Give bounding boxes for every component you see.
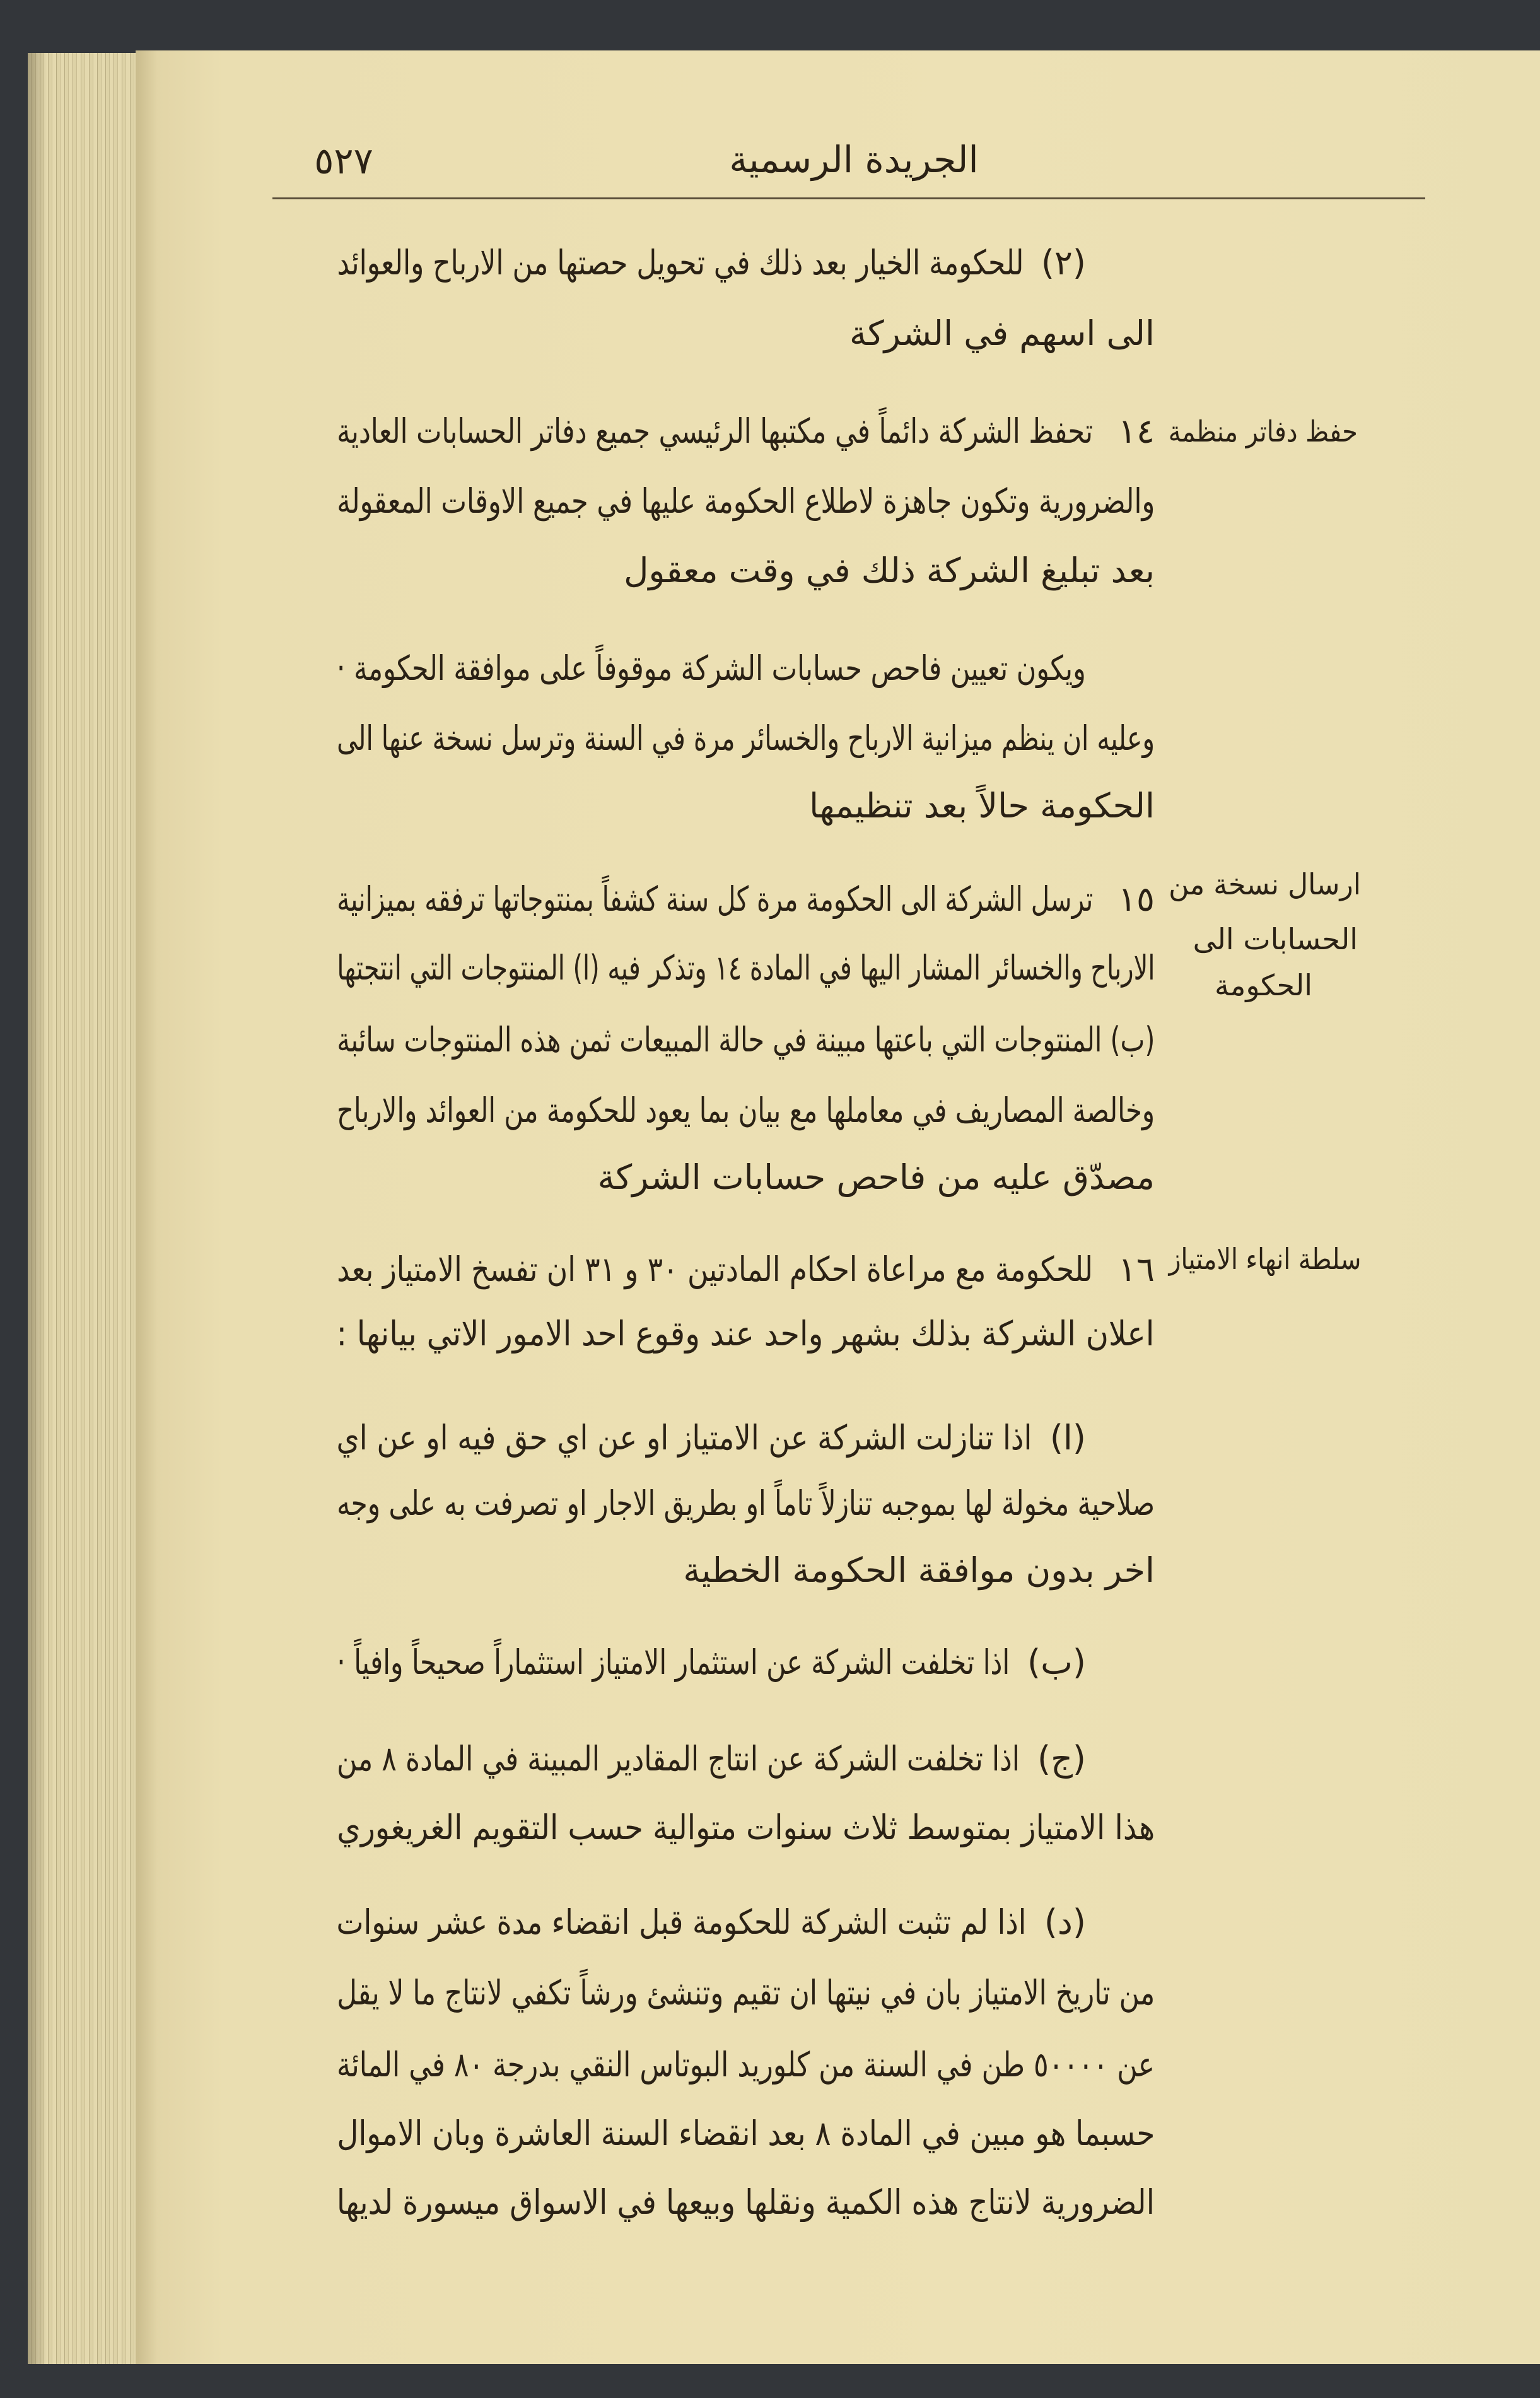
line-box — [337, 228, 1024, 298]
line-text: عن ٥٠٠٠٠ طن في السنة من كلوريد البوتاس النقي بدرجة ٨٠ في المائة — [337, 2045, 1155, 2085]
article-number: ١٦ — [1117, 1249, 1155, 1289]
line-box — [337, 1005, 1155, 1075]
clause-marker: (د) — [1044, 1902, 1086, 1942]
text-line — [337, 1234, 1155, 1304]
line-text: اذا لم تثبت الشركة للحكومة قبل انقضاء مدة عشر سنوات — [336, 1902, 1027, 1942]
line-text: ترسل الشركة الى الحكومة مرة كل سنة كشفاً بمنتوجاتها ترفقه بميزانية — [336, 879, 1093, 919]
margin-note-line — [1169, 914, 1358, 964]
line-box — [337, 2030, 1155, 2100]
line-box — [337, 535, 1155, 605]
line-box — [337, 2167, 1155, 2237]
text-line — [337, 1724, 1155, 1794]
text-line — [337, 228, 1155, 298]
margin-note-line — [1169, 1234, 1361, 1284]
line-box — [337, 933, 1155, 1003]
text-line — [337, 771, 1155, 841]
text-line — [337, 1535, 1155, 1605]
line-text: وعليه ان ينظم ميزانية الارباح والخسائر مرة في السنة وترسل نسخة عنها الى — [337, 718, 1155, 758]
text-line — [337, 535, 1155, 605]
line-text: الى اسهم في الشركة — [849, 313, 1155, 353]
line-box — [337, 1403, 1032, 1473]
line-box — [337, 1299, 1155, 1369]
text-line — [337, 1403, 1155, 1473]
line-text: للحكومة مع مراعاة احكام المادتين ٣٠ و ٣١ ان تفسخ الامتياز بعد — [336, 1249, 1093, 1289]
line-box — [337, 466, 1155, 536]
line-box — [337, 396, 1093, 466]
line-text: (ب) المنتوجات التي باعتها مبينة في حالة المبيعات ثمن هذه المنتوجات سائبة — [337, 1020, 1155, 1060]
line-text: الارباح والخسائر المشار اليها في المادة ١٤ وتذكر فيه (ا) المنتوجات التي انتجتها — [337, 948, 1155, 988]
clause-marker: (ا) — [1049, 1418, 1086, 1458]
margin-note-text: حفظ دفاتر منظمة — [1169, 414, 1358, 448]
article-number: ١٥ — [1117, 879, 1155, 919]
line-box — [337, 1724, 1020, 1794]
line-box — [337, 1535, 1155, 1605]
line-box — [337, 1142, 1155, 1212]
line-box — [337, 1958, 1155, 2028]
text-line — [337, 1075, 1155, 1145]
line-box — [337, 2098, 1155, 2168]
text-line — [337, 703, 1155, 773]
margin-note-text: الحكومة — [1215, 968, 1312, 1002]
line-box — [337, 1468, 1155, 1538]
line-box — [337, 1887, 1027, 1957]
line-text: الحكومة حالاً بعد تنظيمها — [809, 786, 1155, 826]
text-line — [337, 1299, 1155, 1369]
article-number: ١٤ — [1117, 411, 1155, 451]
margin-note-text: سلطة انهاء الامتياز — [1169, 1242, 1361, 1276]
line-text: اذا تنازلت الشركة عن الامتياز او عن اي حق فيه او عن اي — [336, 1418, 1032, 1458]
line-text: اخر بدون موافقة الحكومة الخطية — [683, 1550, 1155, 1590]
line-text: تحفظ الشركة دائماً في مكتبها الرئيسي جميع دفاتر الحسابات العادية — [336, 411, 1093, 451]
text-line — [337, 1142, 1155, 1212]
text-line — [337, 864, 1155, 934]
line-text: اذا تخلفت الشركة عن استثمار الامتياز استثماراً صحيحاً وافياً · — [337, 1642, 1010, 1682]
text-line — [337, 2030, 1155, 2100]
margin-note-text: الحسابات الى — [1193, 922, 1358, 956]
text-line — [337, 298, 1155, 368]
line-text: ويكون تعيين فاحص حسابات الشركة موقوفاً على موافقة الحكومة · — [337, 648, 1086, 688]
text-line — [337, 2098, 1155, 2168]
line-text: للحكومة الخيار بعد ذلك في تحويل حصتها من الارباح والعوائد — [336, 243, 1024, 283]
line-text: الضرورية لانتاج هذه الكمية ونقلها وبيعها في الاسواق ميسورة لديها — [337, 2182, 1155, 2222]
text-line — [337, 1887, 1155, 1957]
line-text: هذا الامتياز بمتوسط ثلاث سنوات متوالية حسب التقويم الغريغوري — [337, 1808, 1155, 1847]
line-text: اذا تخلفت الشركة عن انتاج المقادير المبينة في المادة ٨ من — [337, 1739, 1020, 1779]
margin-note-line — [1169, 859, 1361, 909]
line-text: اعلان الشركة بذلك بشهر واحد عند وقوع احد الامور الاتي بيانها : — [337, 1314, 1155, 1354]
line-text: والضرورية وتكون جاهزة لاطلاع الحكومة عليها في جميع الاوقات المعقولة — [337, 481, 1155, 521]
text-line — [337, 466, 1155, 536]
line-box — [337, 1793, 1155, 1863]
text-line — [337, 1005, 1155, 1075]
line-box — [337, 703, 1155, 773]
text-line — [337, 933, 1155, 1003]
clause-marker: (ج) — [1037, 1739, 1086, 1779]
line-box — [337, 771, 1155, 841]
line-box — [337, 298, 1155, 368]
margin-note-text: ارسال نسخة من — [1169, 867, 1361, 901]
line-text: مصدّق عليه من فاحص حسابات الشركة — [597, 1157, 1155, 1197]
clause-marker: (ب) — [1027, 1642, 1086, 1682]
text-line — [337, 2167, 1155, 2237]
text-line — [337, 1793, 1155, 1863]
page-number: ٥٢٧ — [314, 139, 373, 182]
text-line — [337, 633, 1155, 703]
line-box — [337, 1234, 1093, 1304]
line-box — [337, 633, 1086, 703]
line-text: وخالصة المصاريف في معاملها مع بيان بما يعود للحكومة من العوائد والارباح — [337, 1091, 1155, 1130]
text-line — [337, 1468, 1155, 1538]
header-rule — [272, 197, 1425, 199]
text-line — [337, 1958, 1155, 2028]
margin-note-line — [1169, 960, 1312, 1010]
running-title: الجريدة الرسمية — [729, 138, 979, 181]
line-box — [337, 1075, 1155, 1145]
line-text: من تاريخ الامتياز بان في نيتها ان تقيم وتنشئ ورشاً تكفي لانتاج ما لا يقل — [337, 1973, 1155, 2013]
clause-marker: (٢) — [1041, 243, 1086, 283]
text-line — [337, 396, 1155, 466]
line-text: حسبما هو مبين في المادة ٨ بعد انقضاء السنة العاشرة وبان الاموال — [337, 2114, 1155, 2153]
line-box — [337, 1627, 1010, 1697]
line-text: بعد تبليغ الشركة ذلك في وقت معقول — [624, 551, 1155, 590]
margin-note-line — [1169, 406, 1358, 457]
line-text: صلاحية مخولة لها بموجبه تنازلاً تاماً او بطريق الاجار او تصرفت به على وجه — [337, 1483, 1155, 1523]
text-line — [337, 1627, 1155, 1697]
line-box — [337, 864, 1093, 934]
